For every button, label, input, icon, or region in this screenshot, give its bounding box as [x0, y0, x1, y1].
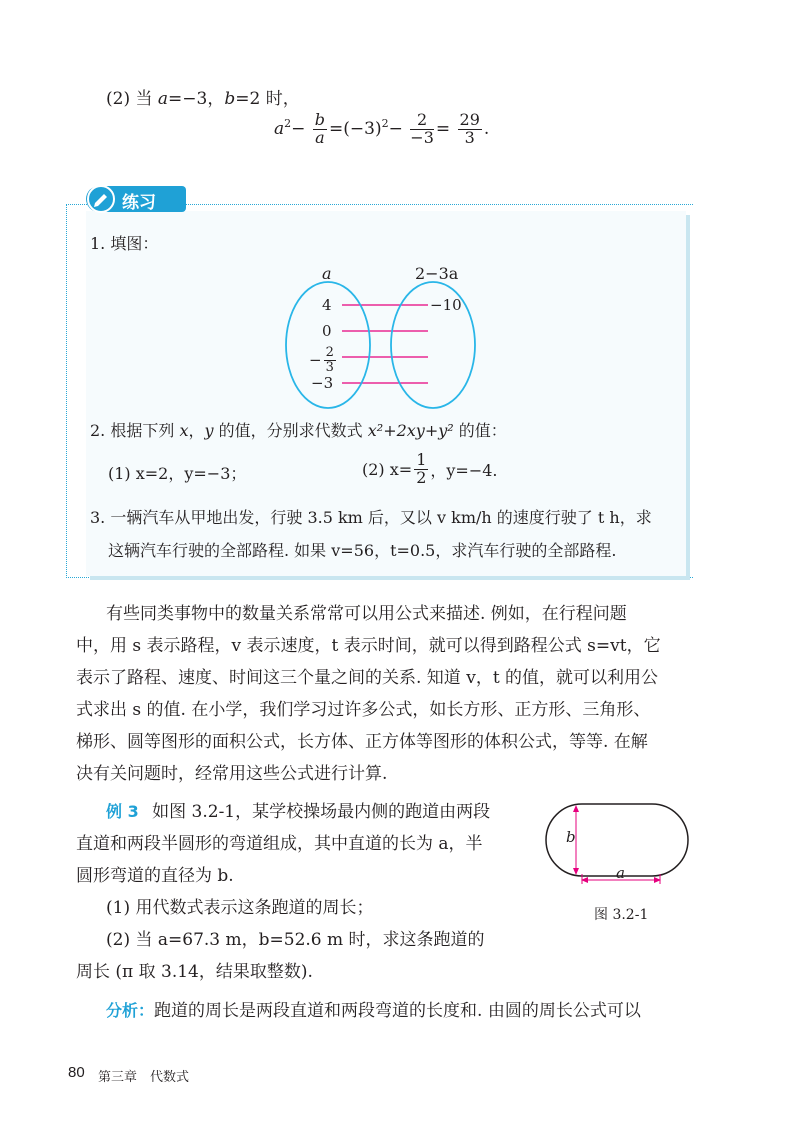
formula-term: a	[274, 118, 285, 139]
frac-num: 29	[459, 110, 480, 129]
paragraph-line: 中，用 s 表示路程，v 表示速度，t 表示时间，就可以得到路程公式 s=vt，它	[76, 636, 661, 656]
var-y: y	[204, 421, 214, 440]
fraction	[410, 112, 434, 147]
frac-den: a	[315, 127, 325, 147]
mapping-diagram	[280, 262, 480, 412]
paragraph-line: 梯形、圆等图形的面积公式，长方体、正方体等图形的体积公式，等等. 在解	[76, 732, 648, 752]
figure-label-a: a	[616, 864, 625, 882]
example3-line: (1) 用代数式表示这条跑道的周长；	[106, 898, 374, 918]
formula-exp: 2	[284, 117, 292, 131]
arrow-b-top	[573, 805, 579, 812]
part2-line	[106, 84, 300, 109]
analysis-text: 跑道的周长是两段直道和两段弯道的长度和. 由圆的周长公式可以	[154, 1001, 641, 1021]
analysis-label: 分析：	[106, 1001, 155, 1020]
frac-den: 2	[416, 467, 427, 487]
example3-questions	[106, 892, 536, 956]
range-value: −10	[430, 296, 462, 314]
exercise-q1: 1. 填图：	[90, 234, 159, 253]
domain-value-fraction	[309, 346, 338, 374]
paragraph-line: 有些同类事物中的数量关系常常可以用公式来描述. 例如，在行程问题	[106, 604, 627, 624]
fraction	[458, 112, 482, 147]
var-a: a	[157, 89, 169, 109]
formula-op: −	[388, 118, 403, 139]
part2-text: =2 时，	[235, 89, 300, 109]
body-paragraph-rest	[76, 630, 706, 790]
example3-line: 周长 (π 取 3.14，结果取整数).	[76, 962, 313, 982]
fraction	[324, 346, 336, 374]
example3-line: 直道和两段半圆形的弯道组成，其中直道的长为 a，半	[76, 834, 483, 854]
chapter-title: 第三章 代数式	[98, 1070, 190, 1085]
q2-expression: x²+2xy+y²	[367, 421, 454, 440]
example3-first-line	[106, 796, 536, 828]
frac-den: 3	[464, 127, 475, 147]
frac-num: 2	[325, 345, 334, 360]
example3-block	[106, 796, 536, 828]
domain-value: 4	[322, 296, 332, 314]
paragraph-line: 决有关问题时，经常用这些公式进行计算.	[76, 764, 388, 784]
example3-continuation	[76, 828, 536, 892]
formula-exp: 2	[381, 117, 389, 131]
q2-text: ，	[188, 421, 205, 440]
frac-sign: −	[309, 351, 322, 370]
q2-text: 2. 根据下列	[90, 421, 175, 440]
q2-text: 的值，分别求代数式	[218, 421, 363, 440]
exercise-q2-sub1: (1) x=2，y=−3；	[108, 464, 247, 483]
exercise-q3-line2: 这辆汽车行驶的全部路程. 如果 v=56，t=0.5，求汽车行驶的全部路程.	[108, 541, 617, 560]
domain-value: −3	[311, 374, 334, 392]
example3-line: (2) 当 a=67.3 m，b=52.6 m 时，求这条跑道的	[106, 930, 485, 950]
paragraph-line: 表示了路程、速度、时间这三个量之间的关系. 知道 v，t 的值，就可以利用公	[76, 668, 659, 688]
formula-term: =(−3)	[329, 118, 382, 139]
formula-op: .	[483, 118, 490, 139]
analysis-line	[106, 996, 641, 1021]
frac-num: 1	[416, 450, 427, 469]
frac-den: −3	[410, 127, 434, 147]
q2-text: 的值：	[458, 421, 507, 440]
paragraph-line: 式求出 s 的值. 在小学，我们学习过许多公式，如长方形、正方形、三角形、	[76, 700, 651, 720]
var-b: b	[224, 89, 236, 109]
exercise-q3-line1: 3. 一辆汽车从甲地出发，行驶 3.5 km 后，又以 v km/h 的速度行驶了 t h，求	[90, 508, 652, 527]
formula-op: =	[435, 118, 451, 139]
exercise-tab-label: 练习	[122, 193, 156, 213]
part2-text: 当	[135, 89, 153, 109]
domain-value: 0	[322, 322, 332, 340]
formula-op: −	[291, 118, 306, 139]
frac-num: b	[314, 110, 326, 129]
exercise-q2-sub2	[362, 452, 498, 487]
var-x: x	[179, 421, 189, 440]
example3-label: 例 3	[106, 802, 139, 821]
q2-text: (2) x=	[362, 459, 413, 479]
arrow-b-bottom	[573, 868, 579, 875]
q2-text: ，y=−4.	[430, 460, 498, 480]
pencil-icon	[86, 184, 116, 214]
example3-question-wrap	[76, 956, 536, 988]
part2-label: (2)	[106, 89, 131, 109]
example3-line: 圆形弯道的直径为 b.	[76, 866, 234, 886]
frac-den: 3	[325, 359, 334, 375]
example3-line: 如图 3.2-1，某学校操场最内侧的跑道由两段	[152, 802, 491, 822]
body-paragraph	[106, 598, 706, 630]
formula	[274, 112, 489, 147]
page-number: 80	[68, 1064, 85, 1081]
range-header: 2−3a	[415, 264, 459, 283]
part2-text: =−3，	[168, 89, 225, 109]
domain-header: a	[322, 264, 332, 283]
fraction	[414, 452, 428, 487]
figure-caption: 图 3.2-1	[594, 907, 649, 923]
exercise-q2	[90, 418, 507, 441]
fraction	[313, 112, 327, 147]
figure-label-b: b	[566, 828, 576, 846]
frac-num: 2	[410, 112, 434, 130]
